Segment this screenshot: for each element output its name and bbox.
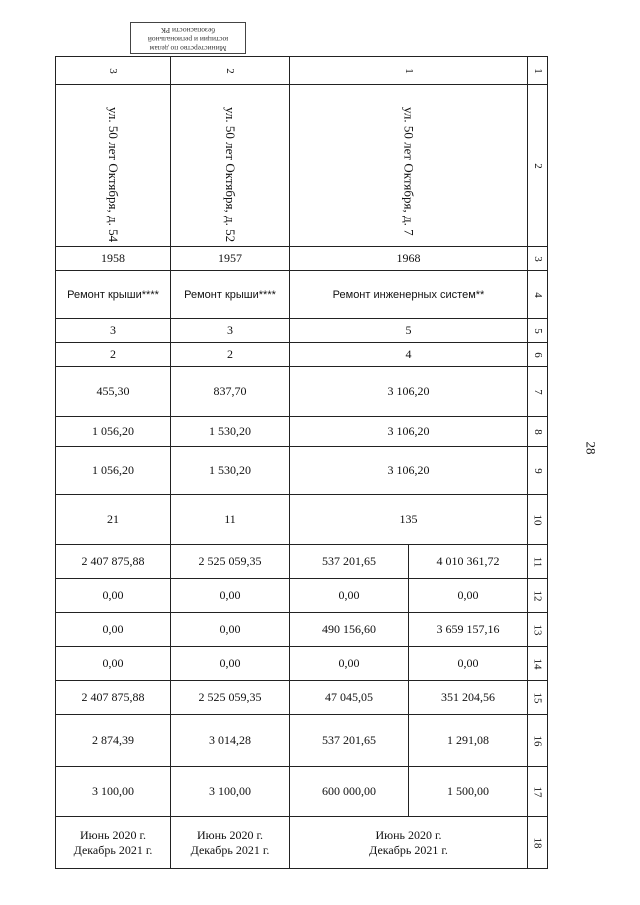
table-cell: 3 xyxy=(171,319,290,343)
table-row xyxy=(56,271,548,319)
table-cell: 0,00 xyxy=(171,579,290,613)
ministry-stamp xyxy=(130,22,246,54)
table-cell: 1 056,20 xyxy=(56,447,171,495)
table-cell: 4 010 361,72 xyxy=(409,545,528,579)
row-number: 4 xyxy=(528,271,548,319)
table-cell: 2 407 875,88 xyxy=(56,681,171,715)
table-row xyxy=(56,319,548,343)
address-cell: ул. 50 лет Октября, д. 54 xyxy=(56,85,171,247)
row-number: 14 xyxy=(528,647,548,681)
table-cell: 3 106,20 xyxy=(290,447,528,495)
row-number: 3 xyxy=(528,247,548,271)
table-cell: 0,00 xyxy=(56,613,171,647)
stamp-line: безопасности РК xyxy=(160,26,216,35)
table-cell: 2 xyxy=(171,343,290,367)
table-cell: 3 100,00 xyxy=(56,767,171,817)
row-number: 17 xyxy=(528,767,548,817)
row-number: 2 xyxy=(528,85,548,247)
table-cell: 837,70 xyxy=(171,367,290,417)
table-cell: 2 xyxy=(56,343,171,367)
column-number-cell: 2 xyxy=(171,57,290,85)
period-end: Декабрь 2021 г. xyxy=(73,842,153,857)
table-cell: 3 106,20 xyxy=(290,417,528,447)
table-row xyxy=(56,647,548,681)
table-cell: 1 056,20 xyxy=(56,417,171,447)
table-cell: 351 204,56 xyxy=(409,681,528,715)
row-number: 1 xyxy=(528,57,548,85)
table-cell: 3 xyxy=(56,319,171,343)
stamp-line: Министерство по делам xyxy=(149,44,227,53)
period-end: Декабрь 2021 г. xyxy=(190,842,270,857)
table-cell: 1 530,20 xyxy=(171,417,290,447)
table-cell: 3 100,00 xyxy=(171,767,290,817)
table-cell: 11 xyxy=(171,495,290,545)
table-row xyxy=(56,579,548,613)
table-cell xyxy=(171,817,290,869)
table-cell: 537 201,65 xyxy=(290,715,409,767)
repair-schedule-table xyxy=(55,56,548,869)
table-cell: 0,00 xyxy=(56,647,171,681)
page-number: 28 xyxy=(583,441,599,455)
row-number: 7 xyxy=(528,367,548,417)
address-cell: ул. 50 лет Октября, д. 7 xyxy=(290,85,528,247)
table-cell: 455,30 xyxy=(56,367,171,417)
table-row xyxy=(56,447,548,495)
table-cell: 47 045,05 xyxy=(290,681,409,715)
table-cell: Ремонт инженерных систем** xyxy=(290,271,528,319)
row-number: 9 xyxy=(528,447,548,495)
table-cell: 1958 xyxy=(56,247,171,271)
table-cell: 600 000,00 xyxy=(290,767,409,817)
period-start: Июнь 2020 г. xyxy=(79,827,147,842)
table-row xyxy=(56,817,548,869)
table-cell: 0,00 xyxy=(290,647,409,681)
table-cell: 1 291,08 xyxy=(409,715,528,767)
table-cell xyxy=(56,817,171,869)
table-row xyxy=(56,367,548,417)
table-cell: 537 201,65 xyxy=(290,545,409,579)
table-row xyxy=(56,681,548,715)
row-number: 6 xyxy=(528,343,548,367)
table-row xyxy=(56,545,548,579)
table-cell: 4 xyxy=(290,343,528,367)
column-number-cell: 3 xyxy=(56,57,171,85)
table-cell: 1 530,20 xyxy=(171,447,290,495)
table-cell: 21 xyxy=(56,495,171,545)
table-cell: 2 407 875,88 xyxy=(56,545,171,579)
table-row xyxy=(56,247,548,271)
table-cell: 0,00 xyxy=(409,647,528,681)
table-cell: 3 659 157,16 xyxy=(409,613,528,647)
row-number: 5 xyxy=(528,319,548,343)
table-cell: 135 xyxy=(290,495,528,545)
table-cell: 0,00 xyxy=(171,613,290,647)
row-number: 16 xyxy=(528,715,548,767)
table-cell: 3 014,28 xyxy=(171,715,290,767)
period-end: Декабрь 2021 г. xyxy=(369,842,448,857)
row-number: 12 xyxy=(528,579,548,613)
table-row xyxy=(56,715,548,767)
period-start: Июнь 2020 г. xyxy=(196,827,264,842)
column-number-cell: 1 xyxy=(290,57,528,85)
table-cell: 2 874,39 xyxy=(56,715,171,767)
period-start: Июнь 2020 г. xyxy=(375,827,442,842)
table-row xyxy=(56,85,548,247)
table-cell: 2 525 059,35 xyxy=(171,681,290,715)
table-cell: 1968 xyxy=(290,247,528,271)
stamp-line: юстиции и региональной xyxy=(147,35,229,44)
row-number: 15 xyxy=(528,681,548,715)
table-cell: 0,00 xyxy=(56,579,171,613)
row-number: 13 xyxy=(528,613,548,647)
table-cell: 2 525 059,35 xyxy=(171,545,290,579)
row-number: 8 xyxy=(528,417,548,447)
table-row xyxy=(56,767,548,817)
table-cell xyxy=(290,817,528,869)
table-row xyxy=(56,57,548,85)
table-row xyxy=(56,495,548,545)
table-cell: 5 xyxy=(290,319,528,343)
table-cell: 490 156,60 xyxy=(290,613,409,647)
table-cell: Ремонт крыши**** xyxy=(171,271,290,319)
row-number: 11 xyxy=(528,545,548,579)
table-cell: Ремонт крыши**** xyxy=(56,271,171,319)
address-cell: ул. 50 лет Октября, д. 52 xyxy=(171,85,290,247)
row-number: 18 xyxy=(528,817,548,869)
table-cell: 0,00 xyxy=(290,579,409,613)
row-number: 10 xyxy=(528,495,548,545)
table-cell: 3 106,20 xyxy=(290,367,528,417)
table-row xyxy=(56,417,548,447)
table-cell: 0,00 xyxy=(171,647,290,681)
table-cell: 1957 xyxy=(171,247,290,271)
table-cell: 1 500,00 xyxy=(409,767,528,817)
table-row xyxy=(56,343,548,367)
table-row xyxy=(56,613,548,647)
table-cell: 0,00 xyxy=(409,579,528,613)
